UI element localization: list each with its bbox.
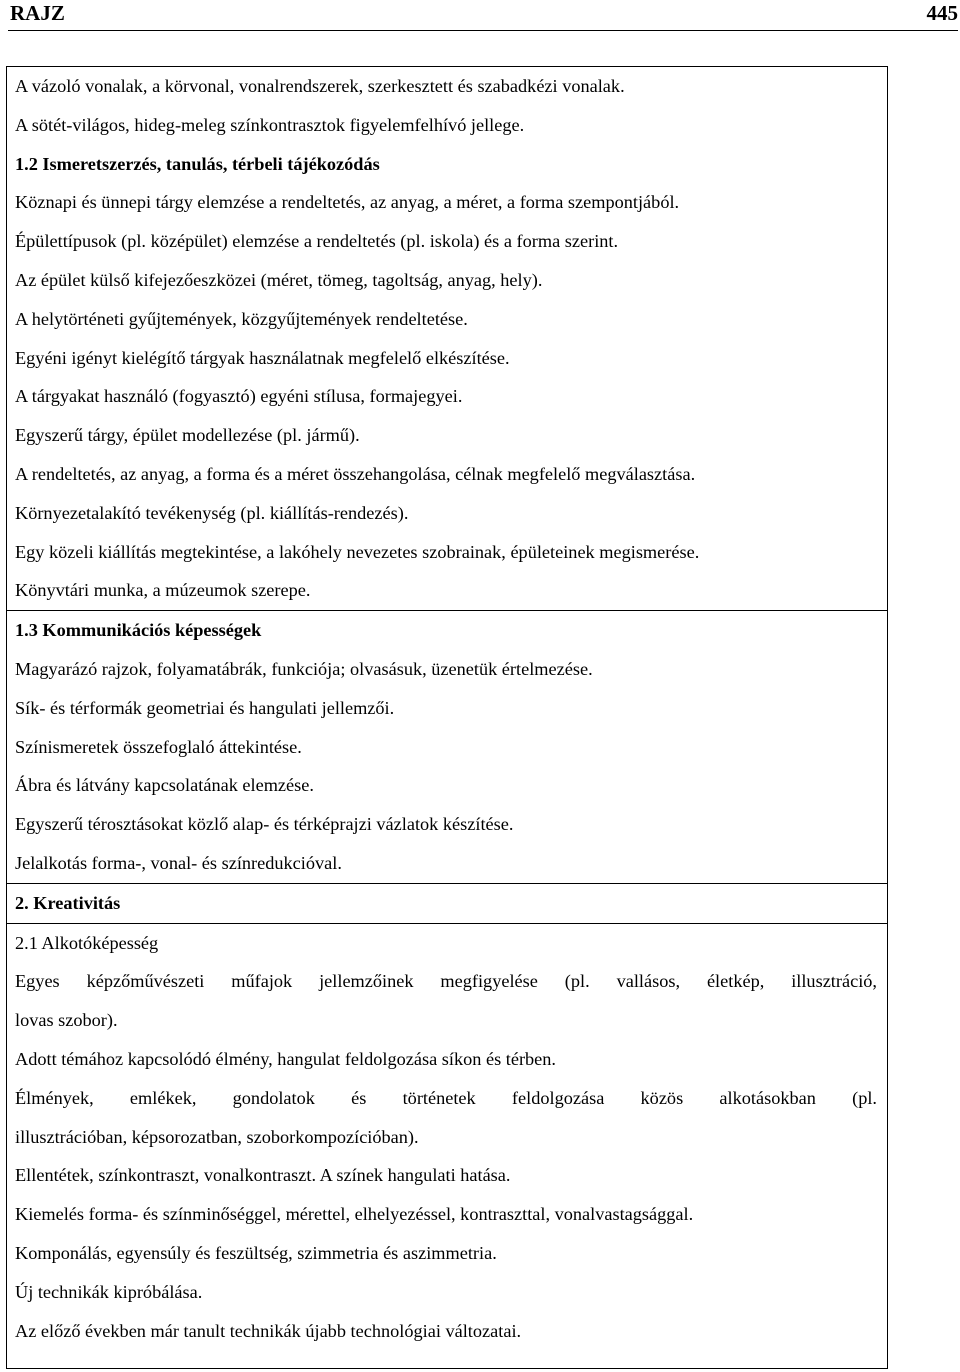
text-line: Egy közeli kiállítás megtekintése, a lakóhely nevezetes szobrainak, épületeinek megismerése. xyxy=(15,541,700,562)
header-subject-title: RAJZ xyxy=(10,1,65,25)
text-line: A vázoló vonalak, a körvonal, vonalrendszerek, szerkesztett és szabadkézi vonalak. xyxy=(15,76,625,96)
text-line: Könyvtári munka, a múzeumok szerepe. xyxy=(15,580,311,601)
text-line: Adott témához kapcsolódó élmény, hangulat feldolgozása síkon és térben. xyxy=(15,1048,557,1069)
text-line: illusztrációban, képsorozatban, szoborkompozícióban). xyxy=(15,1126,419,1147)
section-heading: 1.3 Kommunikációs képességek xyxy=(15,620,262,641)
table-row-communication-skills xyxy=(7,610,887,883)
text-line: Komponálás, egyensúly és feszültség, szimmetria és aszimmetria. xyxy=(15,1242,497,1263)
text-line: Az épület külső kifejezőeszközei (méret, tömeg, tagoltság, anyag, hely). xyxy=(15,269,543,290)
table-row-creative-ability xyxy=(7,923,887,1351)
text-line: Épülettípusok (pl. középület) elemzése a rendeltetés (pl. iskola) és a forma szerint. xyxy=(15,231,619,252)
header-page-number: 445 xyxy=(926,1,958,25)
table-row-creativity-heading xyxy=(7,883,887,923)
text-line: Színismeretek összefoglaló áttekintése. xyxy=(15,736,302,757)
text-line: Az előző években már tanult technikák újabb technológiai változatai. xyxy=(15,1320,522,1341)
text-line: A helytörténeti gyűjtemények, közgyűjtemények rendeltetése. xyxy=(15,308,468,329)
text-line: Egyes képzőművészeti műfajok jellemzőinek megfigyelése (pl. vallásos, életkép, illusztráció, xyxy=(15,971,877,992)
text-line: Magyarázó rajzok, folyamatábrák, funkciója; olvasásuk, üzenetük értelmezése. xyxy=(15,658,593,679)
text-line: A sötét-világos, hideg-meleg színkontrasztok figyelemfelhívó jellege. xyxy=(15,114,525,135)
text-line: lovas szobor). xyxy=(15,1010,118,1031)
running-header xyxy=(8,0,958,31)
text-line: Ellentétek, színkontraszt, vonalkontraszt. A színek hangulati hatása. xyxy=(15,1165,511,1186)
section-heading: 1.2 Ismeretszerzés, tanulás, térbeli tájékozódás xyxy=(15,153,380,174)
text-line: A rendeltetés, az anyag, a forma és a méret összehangolása, célnak megfelelő megválasztása. xyxy=(15,463,696,484)
text-line: Egyéni igényt kielégítő tárgyak használatnak megfelelő elkészítése. xyxy=(15,347,510,368)
text-line: Egyszerű tárgy, épület modellezése (pl. jármű). xyxy=(15,425,360,446)
text-line: Sík- és térformák geometriai és hangulati jellemzői. xyxy=(15,697,395,718)
text-line: Új technikák kipróbálása. xyxy=(15,1281,203,1302)
text-line: A tárgyakat használó (fogyasztó) egyéni stílusa, formajegyei. xyxy=(15,386,463,407)
section-heading: 2. Kreativitás xyxy=(15,892,121,913)
subsection-heading: 2.1 Alkotóképesség xyxy=(15,932,159,953)
text-line: Köznapi és ünnepi tárgy elemzése a rendeltetés, az anyag, a méret, a forma szempontjából. xyxy=(15,192,680,213)
text-line: Környezetalakító tevékenység (pl. kiállítás-rendezés). xyxy=(15,502,409,523)
text-line: Élmények, emlékek, gondolatok és történetek feldolgozása közös alkotásokban (pl. xyxy=(15,1087,877,1108)
text-line: Jelalkotás forma-, vonal- és színredukcióval. xyxy=(15,852,342,873)
curriculum-table xyxy=(6,66,888,1369)
text-line: Egyszerű térosztásokat közlő alap- és térképrajzi vázlatok készítése. xyxy=(15,814,514,835)
text-line: Kiemelés forma- és színminőséggel, mérettel, elhelyezéssel, kontraszttal, vonalvastagsággal. xyxy=(15,1204,694,1225)
text-line: Ábra és látvány kapcsolatának elemzése. xyxy=(15,775,314,796)
table-row-drawing-and-knowledge xyxy=(7,67,887,610)
